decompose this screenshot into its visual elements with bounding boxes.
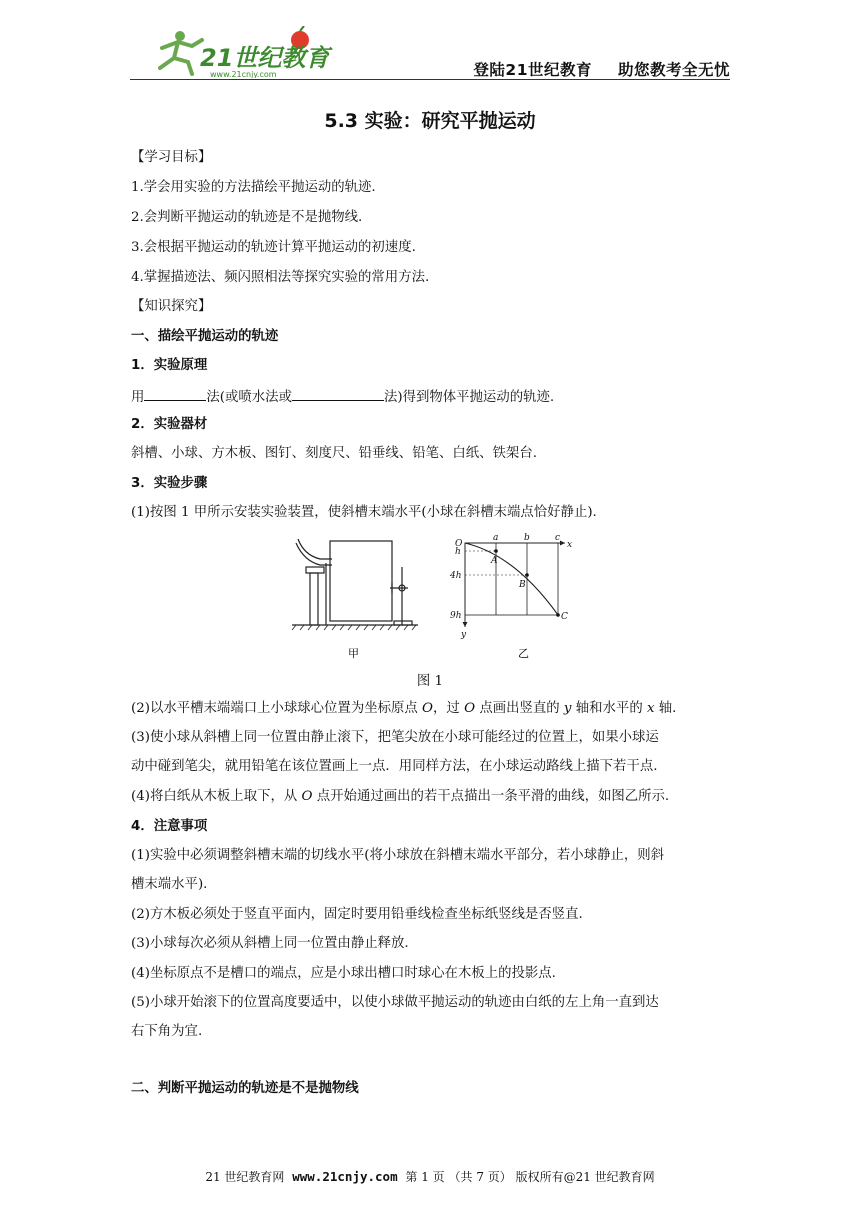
- svg-text:c: c: [555, 533, 561, 543]
- note-item: (2)方木板必须处于竖直平面内，固定时要用铅垂线检查坐标纸竖线是否竖直.: [131, 907, 583, 922]
- footer-left: 21 世纪教育网: [205, 1170, 285, 1184]
- goal-item: 1.学会用实验的方法描绘平抛运动的轨迹.: [131, 180, 376, 195]
- part1-heading: 一、描绘平抛运动的轨迹: [131, 329, 279, 344]
- figure-label-left: 甲: [348, 647, 359, 660]
- note-item: (4)坐标原点不是槽口的端点，应是小球出槽口时球心在木板上的投影点.: [131, 966, 556, 981]
- step-3-line-2: 动中碰到笔尖，就用铅笔在该位置画上一点．用同样方法，在小球运动路线上描下若干点.: [131, 759, 658, 774]
- svg-text:b: b: [524, 533, 530, 543]
- footer-site-link[interactable]: www.21cnjy.com: [292, 1169, 398, 1184]
- notes-heading: 4．注意事项: [131, 819, 208, 834]
- step-2: (2)以水平槽末端端口上小球球心位置为坐标原点 O，过 O 点画出竖直的 y 轴和水平的 x 轴.: [131, 701, 677, 716]
- page-header: [130, 18, 730, 82]
- site-logo: [144, 26, 344, 78]
- svg-text:O: O: [455, 539, 463, 549]
- goal-item: 4.掌握描迹法、频闪照相法等探究实验的常用方法.: [131, 270, 430, 285]
- part2-heading: 二、判断平抛运动的轨迹是不是抛物线: [131, 1081, 359, 1096]
- svg-text:h: h: [455, 547, 461, 557]
- svg-text:B: B: [519, 580, 526, 590]
- section-goals-heading: 【学习目标】: [131, 150, 212, 165]
- svg-text:C: C: [561, 612, 568, 622]
- slogan-help: 助您教考全无忧: [617, 61, 730, 79]
- principle-heading: 1．实验原理: [131, 358, 208, 373]
- step-4: (4)将白纸从木板上取下，从 O 点开始通过画出的若干点描出一条平滑的曲线，如图乙所示.: [131, 789, 670, 804]
- svg-text:a: a: [493, 533, 499, 543]
- note-item: 右下角为宜.: [131, 1024, 203, 1039]
- footer-rights: 版权所有@21 世纪教育网: [515, 1170, 655, 1184]
- apparatus-diagram: [292, 539, 418, 630]
- fill-blank-2: [292, 386, 384, 401]
- page-title: 5.3 实验：研究平抛运动: [324, 110, 536, 132]
- step-3-line-1: (3)使小球从斜槽上同一位置由静止滚下，把笔尖放在小球可能经过的位置上，如果小球运: [131, 730, 659, 745]
- note-item: 槽末端水平).: [131, 877, 208, 892]
- note-item: (1)实验中必须调整斜槽末端的切线水平(将小球放在斜槽末端水平部分，若小球静止，则斜: [131, 848, 665, 863]
- svg-text:21世纪教育: 21世纪教育: [200, 44, 330, 72]
- slogan-login: 登陆21世纪教育: [473, 61, 592, 79]
- figure-label-right: 乙: [518, 647, 529, 660]
- figure-1: [290, 533, 580, 663]
- header-divider: [130, 79, 730, 80]
- principle-text: 用 法(或喷水法或 法)得到物体平抛运动的轨迹.: [131, 386, 554, 407]
- note-item: (5)小球开始滚下的位置高度要适中，以使小球做平抛运动的轨迹由白纸的左上角一直到达: [131, 995, 659, 1010]
- svg-text:x: x: [567, 540, 573, 550]
- goal-item: 2.会判断平抛运动的轨迹是不是抛物线.: [131, 210, 363, 225]
- header-slogan: [473, 58, 730, 80]
- note-item: (3)小球每次必须从斜槽上同一位置由静止释放.: [131, 936, 409, 951]
- trajectory-diagram: [449, 533, 572, 640]
- footer-page: 第 1 页 （共 7 页）: [405, 1170, 512, 1184]
- svg-text:9h: 9h: [450, 611, 462, 621]
- section-explore-heading: 【知识探究】: [131, 299, 212, 314]
- equipment-heading: 2．实验器材: [131, 417, 208, 432]
- page-footer: [0, 1168, 860, 1185]
- fill-blank-1: [144, 386, 206, 401]
- step-1: (1)按图 1 甲所示安装实验装置，使斜槽末端水平(小球在斜槽末端点恰好静止).: [131, 505, 597, 520]
- figure-caption: 图 1: [416, 674, 444, 689]
- svg-text:4h: 4h: [450, 571, 462, 581]
- goal-item: 3.会根据平抛运动的轨迹计算平抛运动的初速度.: [131, 240, 416, 255]
- equipment-text: 斜槽、小球、方木板、图钉、刻度尺、铅垂线、铅笔、白纸、铁架台.: [131, 446, 537, 461]
- steps-heading: 3．实验步骤: [131, 476, 208, 491]
- svg-text:www.21cnjy.com: www.21cnjy.com: [210, 70, 277, 78]
- svg-text:A: A: [491, 556, 498, 566]
- svg-text:y: y: [461, 630, 467, 640]
